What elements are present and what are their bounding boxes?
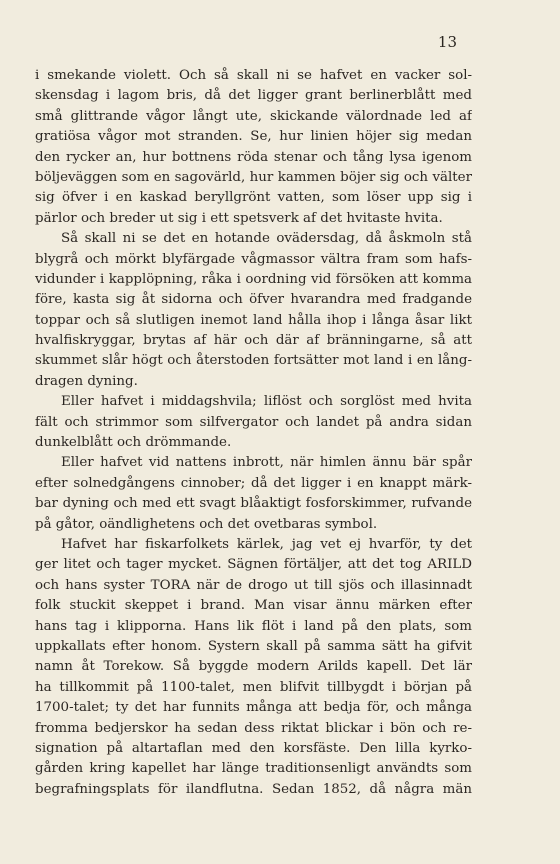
text-line: ger litet och tager mycket. Sägnen förtäljer, att det tog ARILD <box>35 557 472 573</box>
text-line: efter solnedgångens cinnober; då det ligger i en knappt märk- <box>35 475 472 491</box>
text-line: böljeväggen som en sagovärld, hur kammen böjer sig och välter <box>35 169 472 185</box>
text-line: och hans syster TORA när de drogo ut till sjös och illasinnadt <box>35 577 472 593</box>
text-line: Eller hafvet i middagshvila; liflöst och sorglöst med hvita <box>61 394 472 410</box>
text-line: små glittrande vågor långt ute, skickande välordnade led af <box>35 108 472 124</box>
text-line: signation på altartaflan med den korsfäste. Den lilla kyrko- <box>35 740 472 756</box>
text-line: hans tag i klipporna. Hans lik flöt i land på den plats, som <box>35 618 472 634</box>
text-line: ha tillkommit på 1100-talet, men blifvit tillbygdt i början på <box>35 679 472 695</box>
text-line: fromma bedjerskor ha sedan dess riktat blickar i bön och re- <box>35 720 472 736</box>
text-line: Eller hafvet vid nattens inbrott, när himlen ännu bär spår <box>61 455 472 471</box>
text-line: 1700-talet; ty det har funnits många att bedja för, och många <box>35 700 472 716</box>
body-text <box>35 66 472 800</box>
text-line: pärlor och breder ut sig i ett spetsverk af det hvitaste hvita. <box>35 210 443 226</box>
text-line: skummet slår högt och återstoden fortsätter mot land i en lång- <box>35 353 472 369</box>
text-line: Hafvet har fiskarfolkets kärlek, jag vet ej hvarför, ty det <box>61 536 472 552</box>
text-line: namn åt Torekow. Så byggde modern Arilds kapell. Det lär <box>35 659 472 675</box>
text-line: i smekande violett. Och så skall ni se hafvet en vacker sol- <box>35 68 472 83</box>
text-line: Så skall ni se det en hotande ovädersdag, då åskmoln stå <box>61 231 472 247</box>
text-line: fält och strimmor som silfvergator och landet på andra sidan <box>35 414 472 430</box>
text-line: sig öfver i en kaskad beryllgrönt vatten, som löser upp sig i <box>35 190 472 206</box>
page-number: 13 <box>437 33 457 51</box>
text-line: vidunder i kapplöpning, råka i oordning vid försöken att komma <box>35 271 472 287</box>
text-line: bar dyning och med ett svagt blåaktigt fosforskimmer, rufvande <box>35 496 472 512</box>
text-line: hvalfiskryggar, brytas af här och där af bränningarne, så att <box>35 333 472 349</box>
text-line: före, kasta sig åt sidorna och öfver hvarandra med fradgande <box>35 292 472 308</box>
text-line: skensdag i lagom bris, då det ligger grant berlinerblått med <box>35 88 472 104</box>
text-line: toppar och så slutligen inemot land hålla ihop i långa åsar likt <box>35 312 472 328</box>
text-line: den rycker an, hur bottnens röda stenar och tång lysa igenom <box>35 149 472 165</box>
text-line: dunkelblått och drömmande. <box>35 435 232 451</box>
text-line: på gåtor, oändlighetens och det ovetbaras symbol. <box>35 516 378 532</box>
text-line: dragen dyning. <box>35 373 138 389</box>
text-line: blygrå och mörkt blyfärgade vågmassor vältra fram som hafs- <box>35 251 472 267</box>
text-line: folk stuckit skeppet i brand. Man visar ännu märken efter <box>35 598 472 614</box>
text-line: uppkallats efter honom. Systern skall på samma sätt ha gifvit <box>35 638 472 654</box>
text-line: gratiösa vågor mot stranden. Se, hur linien höjer sig medan <box>35 129 472 145</box>
text-line: begrafningsplats för ilandflutna. Sedan 1852, då några män <box>35 781 472 797</box>
text-line: gården kring kapellet har länge traditionsenligt användts som <box>35 761 472 777</box>
